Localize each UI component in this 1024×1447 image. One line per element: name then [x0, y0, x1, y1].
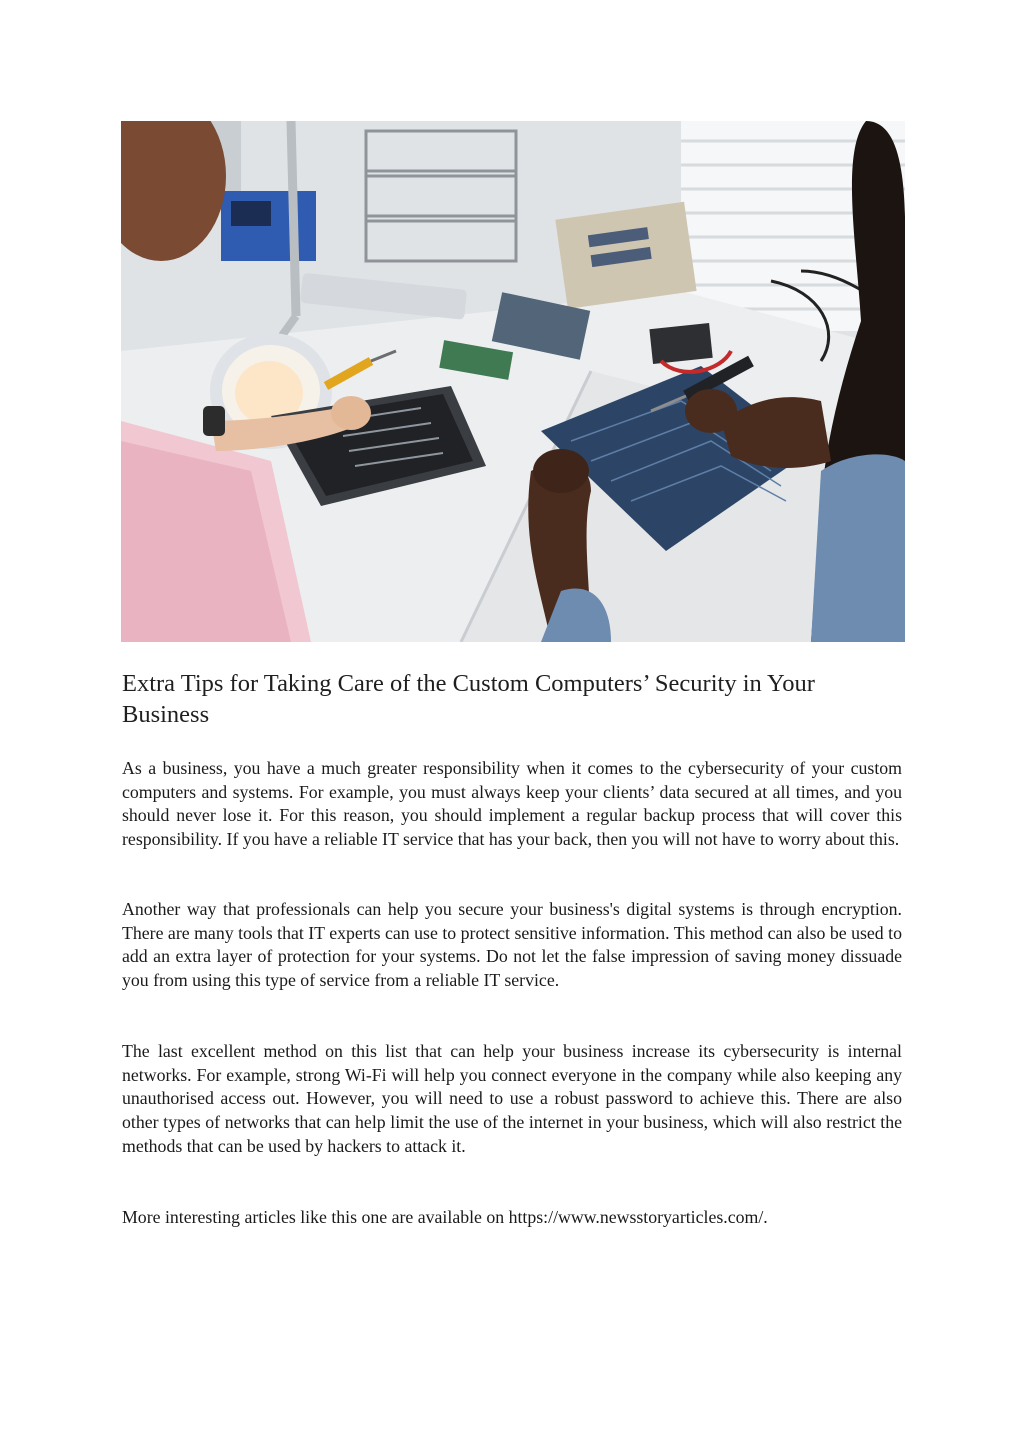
article-title: Extra Tips for Taking Care of the Custom Computers’ Security in Your Business: [122, 670, 815, 728]
paragraph-more-articles: More interesting articles like this one are available on https://www.newsstoryarticles.com/.: [122, 1207, 768, 1227]
technicians-repairing-electronics-illustration: [121, 121, 905, 642]
paragraph-encryption: Another way that professionals can help you secure your business's digital systems is through encryption. There are many tools that IT experts can use to protect sensitive information. This method can also be used to add an extra layer of protection for your systems. Do not let the false impression of saving money dissuade you from using this type of service from a reliable IT service.: [122, 899, 902, 991]
article-photo: [121, 121, 905, 642]
paragraph-backup: As a business, you have a much greater responsibility when it comes to the cybersecurity of your custom computers and systems. For example, you must always keep your clients’ data secured at all times, and you should never lose it. For this reason, you should implement a regular backup process that will cover this responsibility. If you have a reliable IT service that has your back, then you will not have to worry about this.: [122, 758, 902, 850]
paragraph-internal-networks: The last excellent method on this list that can help your business increase its cybersecurity is internal networks. For example, strong Wi-Fi will help you connect everyone in the company while also keeping any unauthorised access out. However, you will need to use a robust password to achieve this. There are also other types of networks that can help limit the use of the internet in your business, which will also restrict the methods that can be used by hackers to attack it.: [122, 1041, 902, 1156]
